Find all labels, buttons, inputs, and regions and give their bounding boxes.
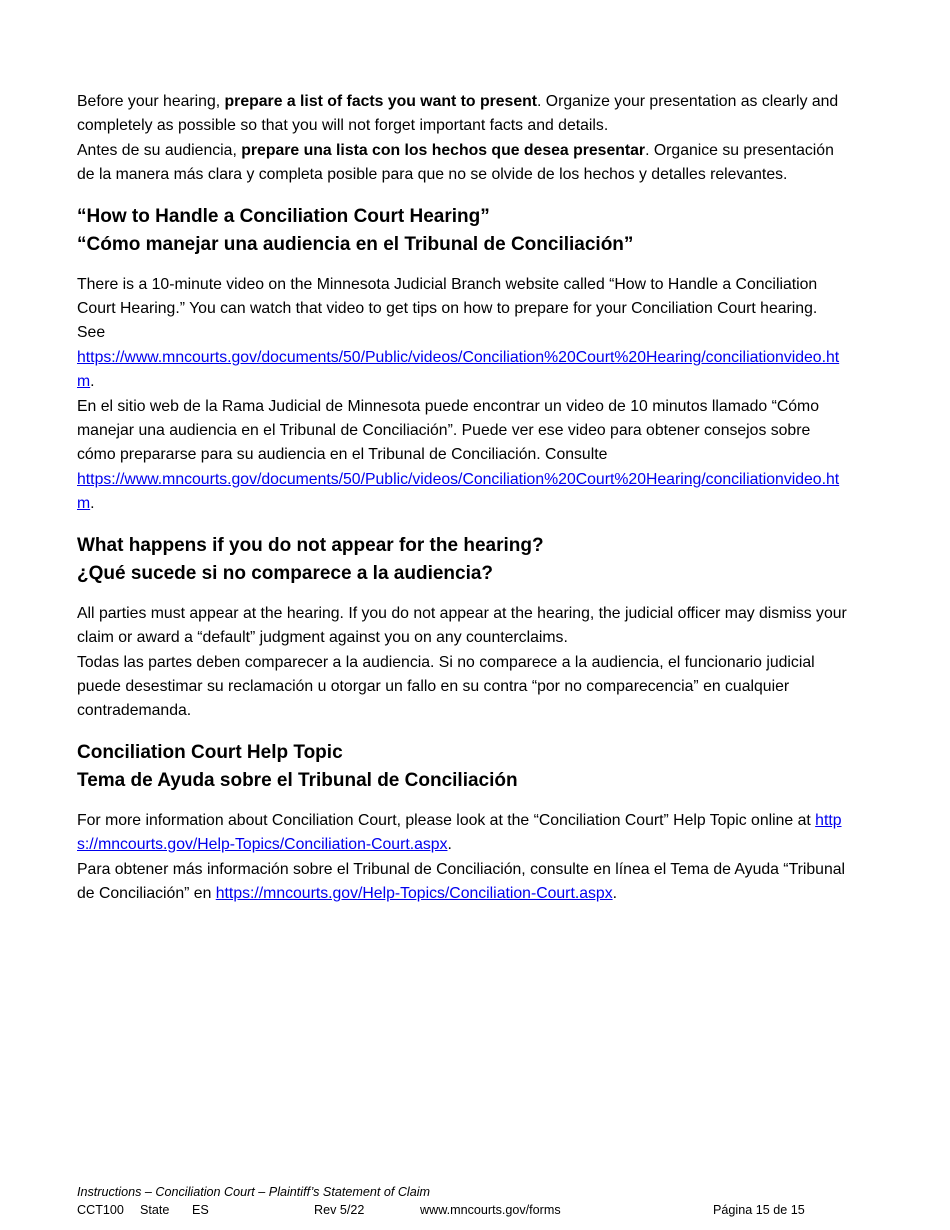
footer-revision: Rev 5/22: [314, 1203, 365, 1217]
footer-form-code: CCT100: [77, 1203, 124, 1217]
absence-heading-english: What happens if you do not appear for the hearing?: [77, 534, 544, 556]
document-body: [77, 90, 847, 906]
help-heading: [77, 739, 847, 795]
footer-website: www.mncourts.gov/forms: [420, 1203, 561, 1217]
absence-heading: [77, 532, 847, 588]
video-english: There is a 10-minute video on the Minnesota Judicial Branch website called “How to Handle a Conciliation Court Hearing.” You can watch that video to get tips on how to prepare for your Conciliation Court hearing. See https://www.mncourts.gov/documents/50/Public/videos/Conciliation%20Court%20Hearing/conciliationvideo.htm.: [77, 275, 840, 391]
footer-scope: State: [140, 1203, 170, 1217]
video-heading: [77, 203, 847, 259]
video-link-spanish[interactable]: https://www.mncourts.gov/documents/50/Public/videos/Conciliation%20Court%20Hearing/conciliationvideo.htm: [77, 470, 840, 513]
video-link-english[interactable]: https://www.mncourts.gov/documents/50/Public/videos/Conciliation%20Court%20Hearing/conciliationvideo.htm: [77, 348, 840, 391]
intro-english-emphasis: prepare a list of facts you want to present: [224, 93, 538, 110]
video-spanish: En el sitio web de la Rama Judicial de Minnesota puede encontrar un video de 10 minutos llamado “Cómo manejar una audiencia en el Tribunal de Conciliación”. Puede ver ese video para obtener consejos sobre cómo prepararse para su audiencia en el Tribunal de Conciliación. Consulte https://www.mncourts.gov/documents/50/Public/videos/Conciliation%20Court%20Hearing/conciliationvideo.htm.: [77, 397, 840, 513]
help-heading-spanish: Tema de Ayuda sobre el Tribunal de Conciliación: [77, 769, 518, 791]
help-link-spanish[interactable]: https://mncourts.gov/Help-Topics/Conciliation-Court.aspx: [215, 884, 613, 902]
intro-english: Before your hearing, prepare a list of facts you want to present. Organize your presentation as clearly and completely as possible so that you will not forget important facts and details.: [77, 93, 839, 135]
help-english: For more information about Conciliation Court, please look at the “Conciliation Court” Help Topic online at https://mncourts.gov/Help-Topics/Conciliation-Court.aspx.: [77, 811, 842, 854]
footer-page-number: Página 15 de 15: [713, 1203, 805, 1217]
intro-section: [77, 90, 847, 188]
absence-heading-spanish: ¿Qué sucede si no comparece a la audiencia?: [77, 562, 494, 584]
intro-spanish-emphasis: prepare una lista con los hechos que desea presentar: [241, 141, 646, 159]
help-section: [77, 809, 847, 907]
absence-section: [77, 602, 847, 724]
video-section: [77, 273, 847, 517]
help-spanish: Para obtener más información sobre el Tribunal de Conciliación, consulte en línea el Tema de Ayuda “Tribunal de Conciliación” en https://mncourts.gov/Help-Topics/Conciliation-Court.aspx.: [77, 860, 846, 902]
footer-title: Instructions – Conciliation Court – Plaintiff’s Statement of Claim: [77, 1185, 431, 1199]
help-heading-english: Conciliation Court Help Topic: [77, 741, 343, 763]
video-heading-spanish: “Cómo manejar una audiencia en el Tribunal de Conciliación”: [77, 233, 634, 255]
absence-english: All parties must appear at the hearing. If you do not appear at the hearing, the judicial officer may dismiss your claim or award a “default” judgment against you on any counterclaims.: [77, 604, 847, 647]
video-heading-english: “How to Handle a Conciliation Court Hearing”: [77, 205, 490, 227]
footer-language: ES: [192, 1203, 209, 1217]
page-footer: [77, 1183, 847, 1219]
intro-spanish: Antes de su audiencia, prepare una lista con los hechos que desea presentar. Organice su presentación de la manera más clara y completa posible para que no se olvide de los hechos y detalles relevantes.: [77, 141, 834, 184]
help-link-english[interactable]: https://mncourts.gov/Help-Topics/Conciliation-Court.aspx: [77, 811, 842, 854]
footer-row: [77, 1201, 847, 1219]
absence-spanish: Todas las partes deben comparecer a la audiencia. Si no comparece a la audiencia, el funcionario judicial puede desestimar su reclamación u otorgar un fallo en su contra “por no comparecencia” en cualquier contrademanda.: [77, 653, 815, 720]
